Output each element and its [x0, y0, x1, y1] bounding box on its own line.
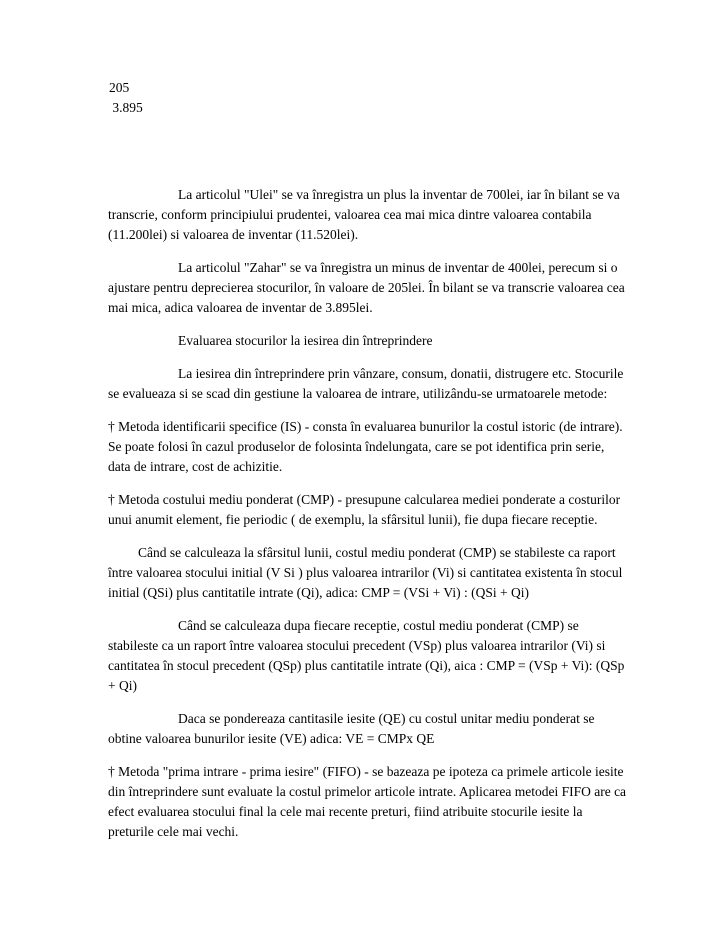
- paragraph-ulei: La articolul "Ulei" se va înregistra un plus la inventar de 700lei, iar în bilant se va transcrie, conform principiului prudentei, valoarea cea mai mica dintre valoarea contabila (11.200lei) si valoarea de inventar (11.520lei).: [108, 187, 620, 242]
- body-text: [108, 185, 628, 855]
- paragraph-ve: Daca se pondereaza cantitasile iesite (QE) cu costul unitar mediu ponderat se obtine valoarea bunurilor iesite (VE) adica: VE = CMPx QE: [108, 711, 595, 746]
- value-3895: 3.895: [109, 100, 143, 115]
- value-205: 205: [109, 80, 130, 95]
- section-heading: Evaluarea stocurilor la iesirea din întreprindere: [178, 333, 433, 348]
- paragraph-iesire: La iesirea din întreprindere prin vânzare, consum, donatii, distrugere etc. Stocurile se evalueaza si se scad din gestiune la valoarea de intrare, utilizându-se urmatoarele metode:: [108, 366, 624, 401]
- paragraph-metoda-fifo: † Metoda "prima intrare - prima iesire" (FIFO) - se bazeaza pe ipoteza ca primele articole iesite din întreprindere sunt evaluate la costul primelor articole intrate. Aplicarea metodei FIFO are ca efect evaluarea stocului final la cele mai recente preturi, fiind atribuite stocurile iesite la preturile cele mai vechi.: [108, 764, 627, 839]
- paragraph-zahar: La articolul "Zahar" se va înregistra un minus de inventar de 400lei, perecum si o ajustare pentru deprecierea stocurilor, în valoare de 205lei. În bilant se va transcrie valoarea cea mai mica, adica valoarea de inventar de 3.895lei.: [108, 260, 625, 315]
- paragraph-cmp-luna: Când se calculeaza la sfârsitul lunii, costul mediu ponderat (CMP) se stabileste ca raport între valoarea stocului initial (V Si ) plus valoarea intrarilor (Vi) si cantitatea existenta în stocul initial (QSi) plus cantitatile intrate (Qi), adica: CMP = (VSi + Vi) : (QSi + Qi): [108, 545, 623, 600]
- paragraph-cmp-receptie: Când se calculeaza dupa fiecare receptie, costul mediu ponderat (CMP) se stabileste ca un raport între valoarea stocului precedent (VSp) plus valoarea intrarilor (Vi) si cantitatea în stocul precedent (QSp) plus cantitatile intrate (Qi), aica : CMP = (VSp + Vi): (QSp + Qi): [108, 618, 625, 693]
- paragraph-metoda-is: † Metoda identificarii specifice (IS) - consta în evaluarea bunurilor la costul istoric (de intrare). Se poate folosi în cazul produselor de folosinta îndelungata, care se pot identifica prin serie, data de intrare, cost de achizitie.: [108, 419, 623, 474]
- paragraph-metoda-cmp: † Metoda costului mediu ponderat (CMP) - presupune calcularea mediei ponderate a costurilor unui anumit element, fie periodic ( de exemplu, la sfârsitul lunii), fie dupa fiecare receptie.: [108, 492, 621, 527]
